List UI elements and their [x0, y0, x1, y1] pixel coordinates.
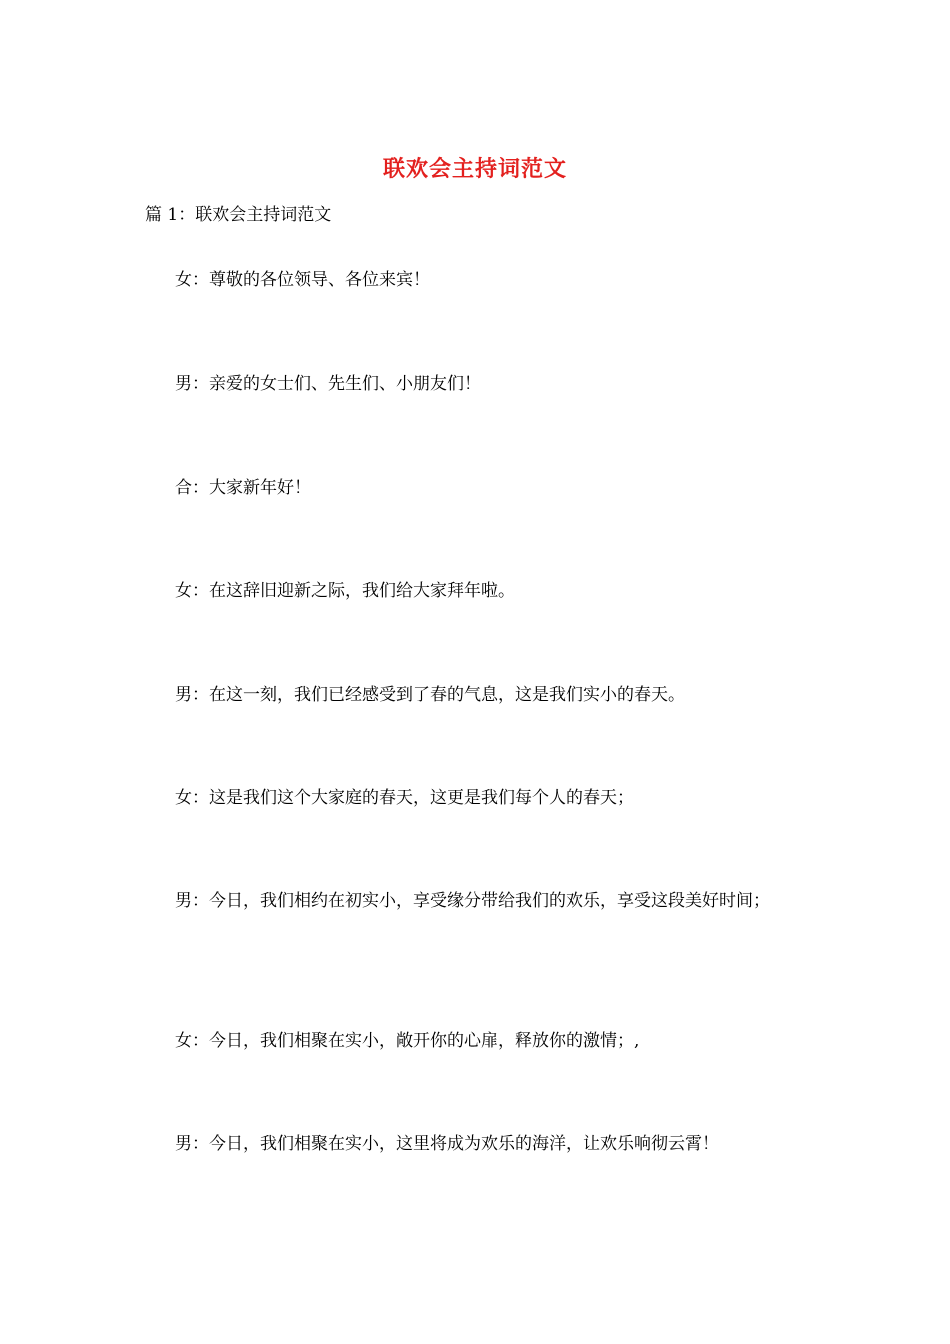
dialogue-line: 合：大家新年好！ — [175, 478, 311, 498]
dialogue-line: 女：在这辞旧迎新之际，我们给大家拜年啦。 — [175, 581, 515, 601]
dialogue-line: 女：这是我们这个大家庭的春天，这更是我们每个人的春天； — [175, 788, 634, 808]
dialogue-line: 男：亲爱的女士们、先生们、小朋友们！ — [175, 374, 481, 394]
dialogue-line: 男：今日，我们相聚在实小，这里将成为欢乐的海洋，让欢乐响彻云霄！ — [175, 1134, 719, 1154]
dialogue-line: 男：今日，我们相约在初实小，享受缘分带给我们的欢乐，享受这段美好时间； — [175, 891, 770, 911]
dialogue-line: 女：今日，我们相聚在实小，敞开你的心扉，释放你的激情；, — [175, 1031, 640, 1051]
dialogue-line: 男：在这一刻，我们已经感受到了春的气息，这是我们实小的春天。 — [175, 685, 685, 705]
dialogue-line: 女：尊敬的各位领导、各位来宾！ — [175, 270, 430, 290]
section-heading: 篇 1：联欢会主持词范文 — [145, 205, 332, 225]
page-title: 联欢会主持词范文 — [382, 156, 567, 182]
